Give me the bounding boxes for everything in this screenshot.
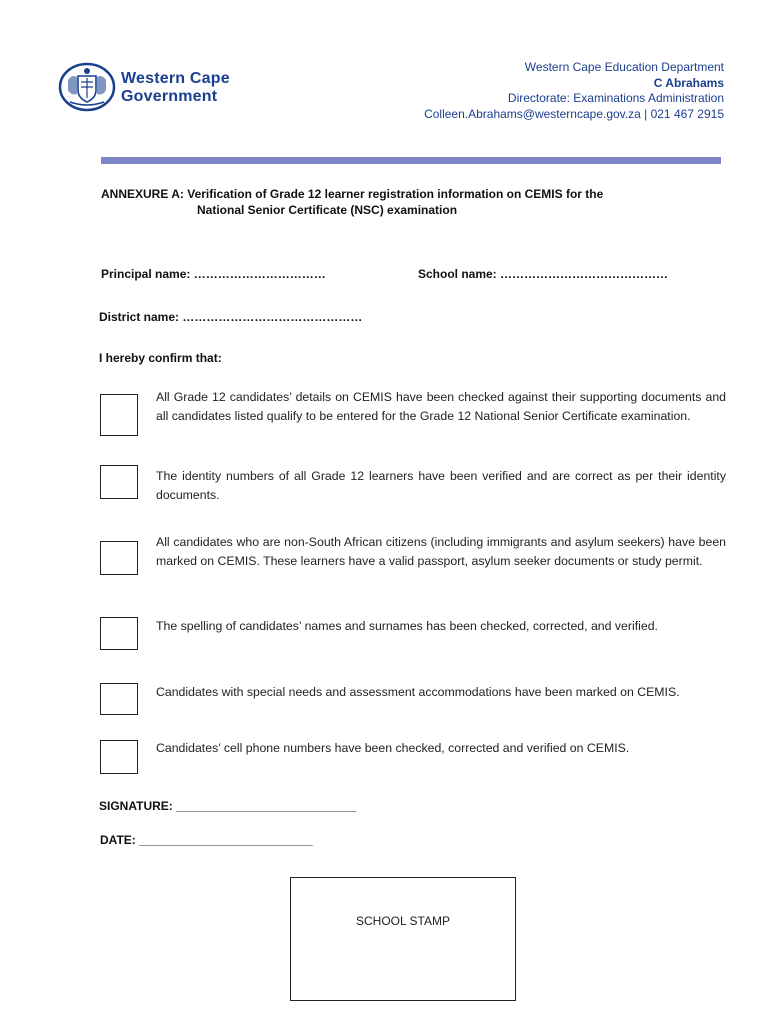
checkbox[interactable] bbox=[100, 541, 138, 575]
checkbox[interactable] bbox=[100, 740, 138, 774]
school-stamp-label: SCHOOL STAMP bbox=[355, 914, 450, 928]
school-name-field[interactable]: School name: …………………………………… bbox=[418, 267, 669, 281]
checklist-item-text: Candidates’ cell phone numbers have been checked, corrected and verified on CEMIS. bbox=[156, 741, 630, 755]
department-name: Western Cape Education Department bbox=[524, 60, 724, 74]
document-title bbox=[101, 186, 741, 218]
checkbox[interactable] bbox=[100, 465, 138, 499]
title-line-2: National Senior Certificate (NSC) examination bbox=[197, 203, 458, 217]
date-field[interactable]: DATE: __________________________ bbox=[100, 833, 313, 847]
principal-name-field[interactable]: Principal name: …………………………… bbox=[101, 267, 326, 281]
checkbox[interactable] bbox=[100, 394, 138, 436]
contact-email-phone: Colleen.Abrahams@westerncape.gov.za | 021 467 2915 bbox=[424, 106, 724, 121]
directorate: Directorate: Examinations Administration bbox=[507, 91, 724, 105]
checkbox[interactable] bbox=[100, 683, 138, 715]
logo-line-1: Western Cape bbox=[121, 70, 230, 87]
coat-of-arms-icon bbox=[58, 62, 116, 112]
contact-block bbox=[424, 60, 724, 122]
wcg-logo bbox=[58, 62, 258, 112]
checklist-item-text: The spelling of candidates’ names and surnames has been checked, corrected, and verified. bbox=[156, 619, 658, 633]
checklist-item-text: All candidates who are non-South African citizens (including immigrants and asylum seekers) have been marked on CEMIS. These learners have a valid passport, asylum seeker documents or study permit. bbox=[156, 535, 726, 568]
contact-name: C Abrahams bbox=[653, 75, 724, 90]
checklist-item-text: All Grade 12 candidates’ details on CEMIS have been checked against their supporting documents and all candidates listed qualify to be entered for the Grade 12 National Senior Certificate examination. bbox=[156, 390, 726, 423]
district-name-field[interactable]: District name: ……………………………………… bbox=[99, 310, 363, 324]
checklist-item-text: Candidates with special needs and assessment accommodations have been marked on CEMIS. bbox=[156, 685, 680, 699]
checkbox[interactable] bbox=[100, 617, 138, 650]
logo-line-2: Government bbox=[121, 88, 218, 105]
title-line-1: ANNEXURE A: Verification of Grade 12 learner registration information on CEMIS for the bbox=[101, 187, 604, 201]
signature-field[interactable]: SIGNATURE: ___________________________ bbox=[99, 799, 357, 813]
confirm-heading: I hereby confirm that: bbox=[99, 351, 222, 365]
checklist-item-text: The identity numbers of all Grade 12 learners have been verified and are correct as per their identity documents. bbox=[156, 469, 726, 502]
header-divider bbox=[101, 157, 721, 164]
school-stamp-box bbox=[290, 877, 516, 1001]
